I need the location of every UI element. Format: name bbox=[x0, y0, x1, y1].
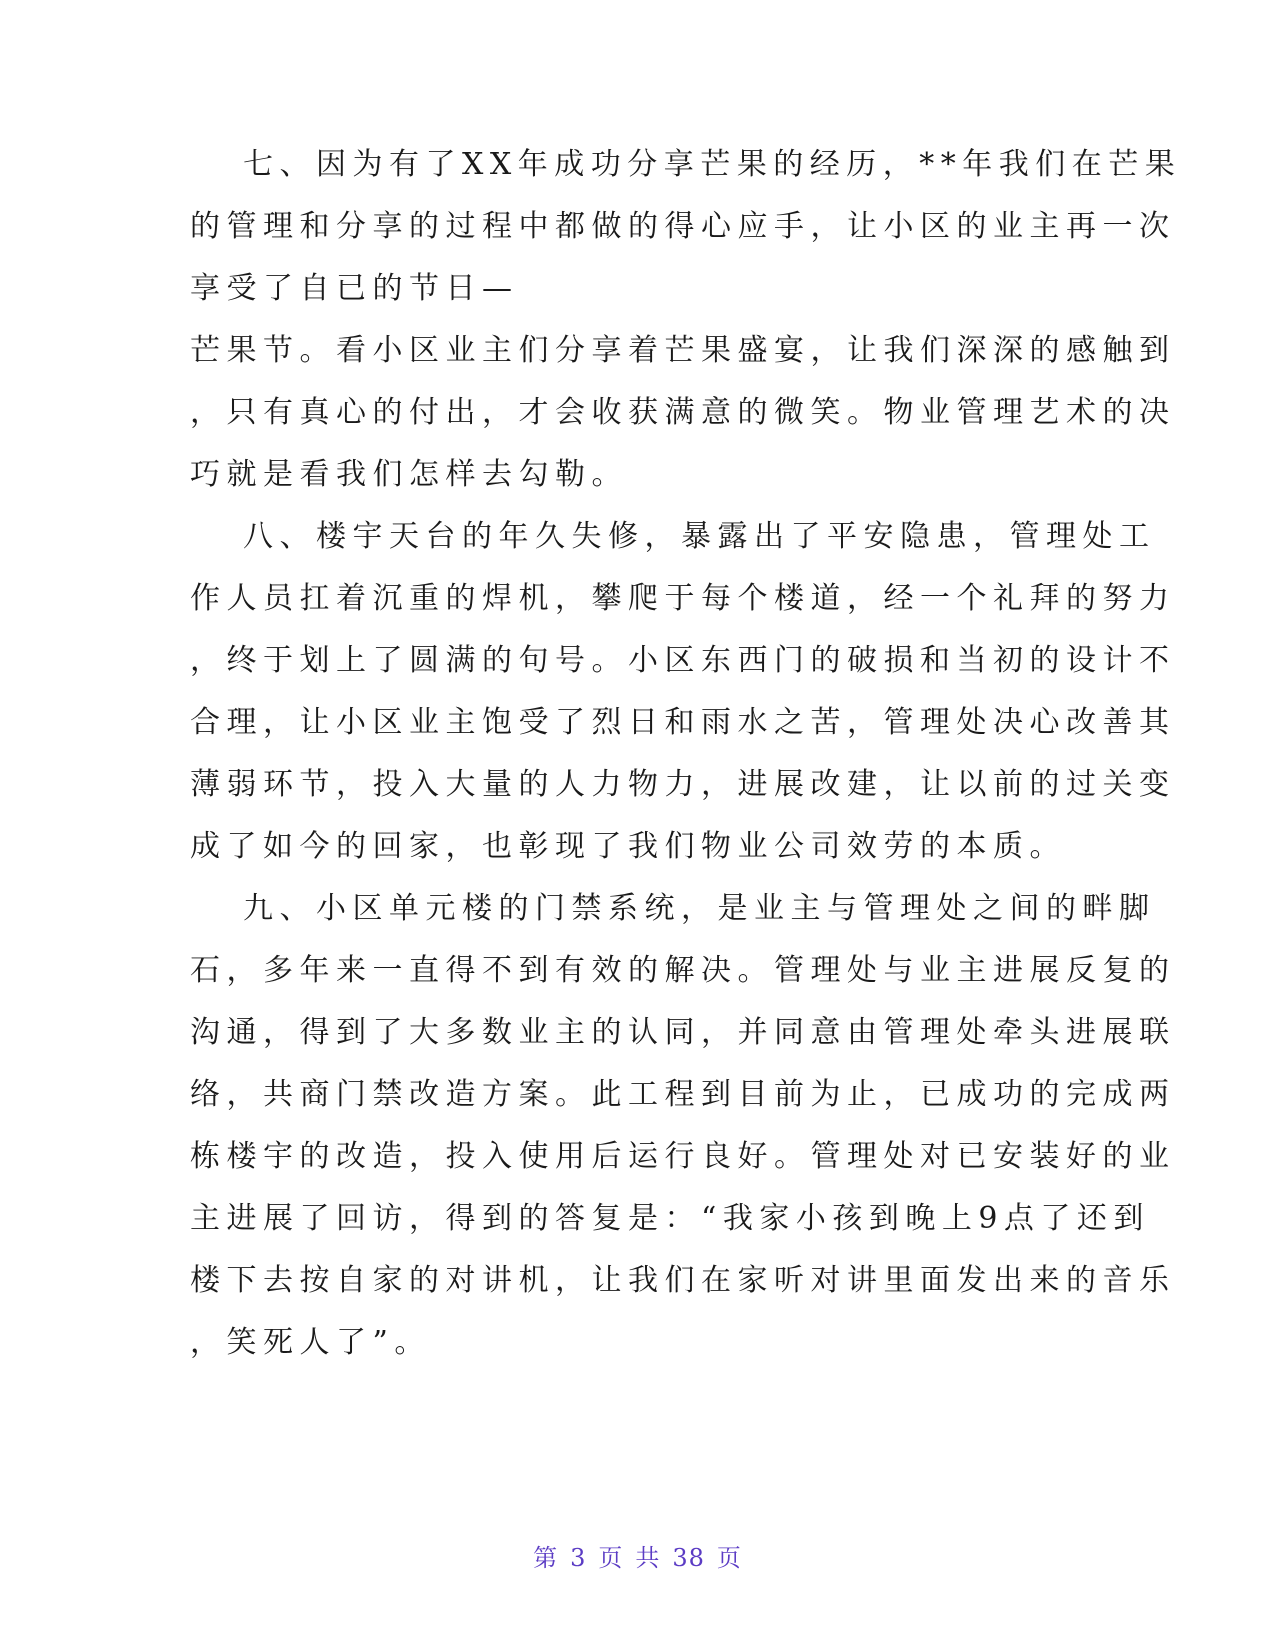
paragraph-7-line-2: 的管理和分享的过程中都做的得心应手，让小区的业主再一次 bbox=[190, 209, 1176, 244]
paragraph-8-line-2: 作人员扛着沉重的焊机，攀爬于每个楼道，经一个礼拜的努力 bbox=[190, 581, 1176, 616]
paragraph-9-line-1: 九、小区单元楼的门禁系统，是业主与管理处之间的畔脚 bbox=[243, 891, 1156, 926]
paragraph-8-line-5: 薄弱环节，投入大量的人力物力，进展改建，让以前的过关变 bbox=[190, 767, 1176, 802]
paragraph-7-line-6: 巧就是看我们怎样去勾勒。 bbox=[190, 457, 628, 492]
paragraph-9-line-7: 楼下去按自家的对讲机，让我们在家听对讲里面发出来的音乐 bbox=[190, 1263, 1176, 1298]
paragraph-8-line-4: 合理，让小区业主饱受了烈日和雨水之苦，管理处决心改善其 bbox=[190, 705, 1176, 740]
page-footer bbox=[0, 1538, 1275, 1573]
paragraph-9-line-4: 络，共商门禁改造方案。此工程到目前为止，已成功的完成两 bbox=[190, 1077, 1176, 1112]
page-label-mid: 页 bbox=[598, 1544, 624, 1572]
total-label: 共 bbox=[635, 1544, 661, 1572]
paragraph-7-line-3: 享受了自已的节日— bbox=[190, 271, 519, 306]
page-label-suffix: 页 bbox=[716, 1544, 742, 1572]
paragraph-7-line-1: 七、因为有了XX年成功分享芒果的经历，**年我们在芒果 bbox=[243, 147, 1182, 182]
total-pages: 38 bbox=[672, 1544, 705, 1572]
paragraph-8-line-3: ，终于划上了圆满的句号。小区东西门的破损和当初的设计不 bbox=[190, 643, 1176, 678]
paragraph-9-line-3: 沟通，得到了大多数业主的认同，并同意由管理处牵头进展联 bbox=[190, 1015, 1176, 1050]
page-label-prefix: 第 bbox=[533, 1544, 559, 1572]
paragraph-8-line-1: 八、楼宇天台的年久失修，暴露出了平安隐患，管理处工 bbox=[243, 519, 1156, 554]
page-number: 3 bbox=[570, 1544, 587, 1572]
paragraph-7-line-5: ，只有真心的付出，才会收获满意的微笑。物业管理艺术的决 bbox=[190, 395, 1176, 430]
paragraph-7-line-4: 芒果节。看小区业主们分享着芒果盛宴，让我们深深的感触到 bbox=[190, 333, 1176, 368]
paragraph-9-line-2: 石，多年来一直得不到有效的解决。管理处与业主进展反复的 bbox=[190, 953, 1176, 988]
paragraph-8-line-6: 成了如今的回家，也彰现了我们物业公司效劳的本质。 bbox=[190, 829, 1066, 864]
paragraph-9-line-6: 主进展了回访，得到的答复是：“我家小孩到晚上9点了还到 bbox=[190, 1201, 1150, 1236]
paragraph-9-line-8: ，笑死人了”。 bbox=[190, 1325, 431, 1360]
paragraph-9-line-5: 栋楼宇的改造，投入使用后运行良好。管理处对已安装好的业 bbox=[190, 1139, 1176, 1174]
